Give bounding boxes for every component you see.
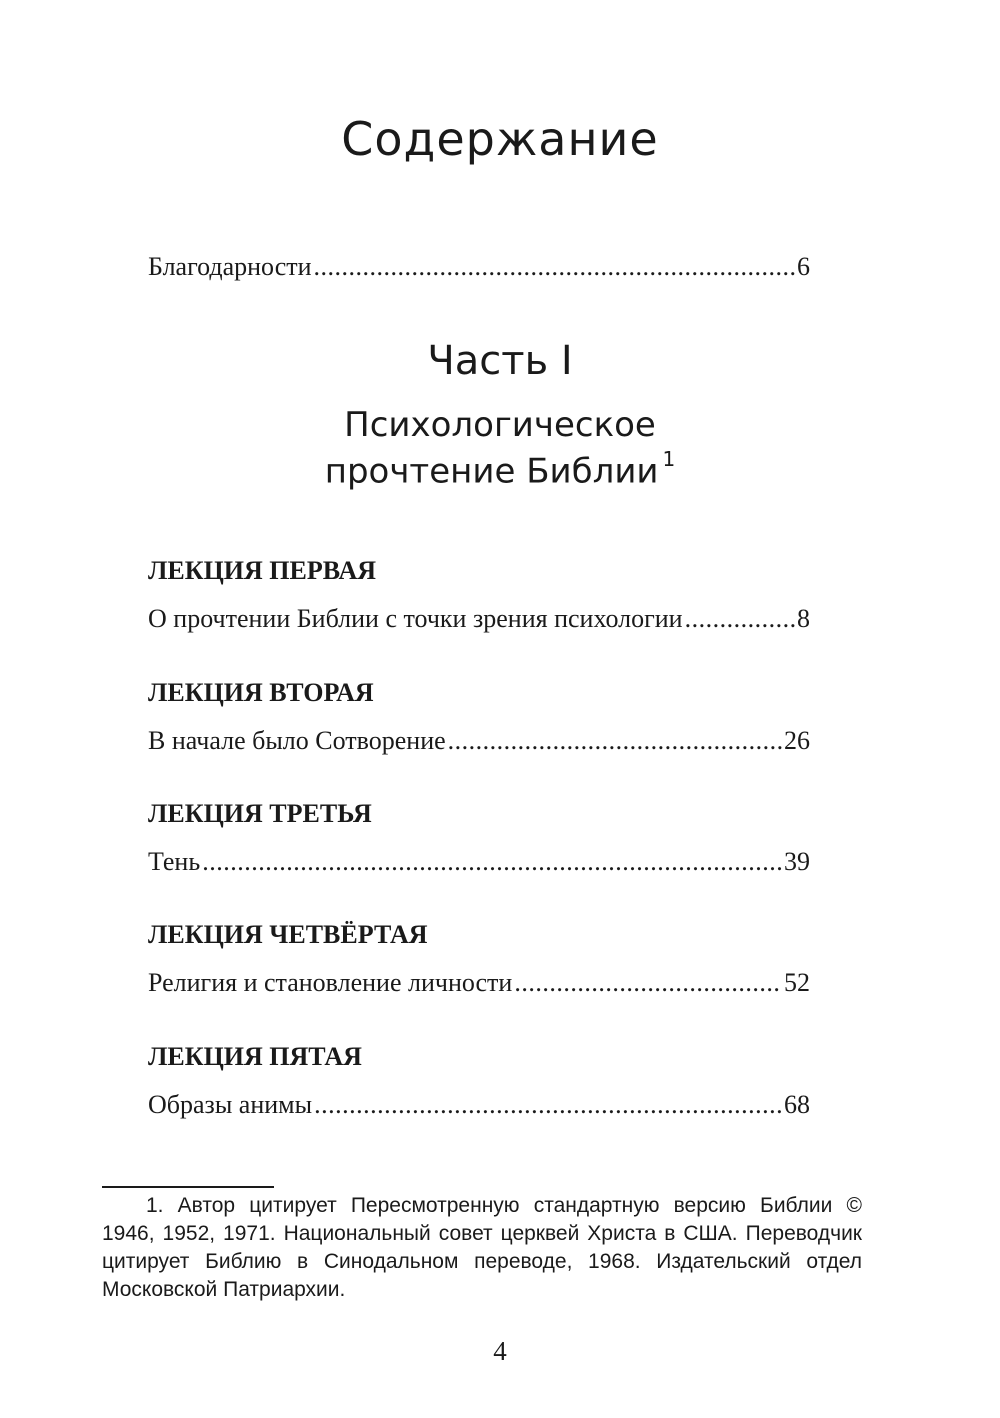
part-subtitle-line2 bbox=[0, 447, 1000, 492]
toc-entry-label: Благодарности bbox=[148, 252, 312, 281]
toc-entry-label: О прочтении Библии с точки зрения психологии bbox=[148, 604, 683, 633]
toc-entry-page: 8 bbox=[797, 604, 810, 633]
lecture-heading: ЛЕКЦИЯ ЧЕТВЁРТАЯ bbox=[148, 920, 428, 949]
toc-entry-lecture-5[interactable] bbox=[148, 1090, 810, 1120]
page-title: Содержание bbox=[341, 112, 659, 166]
dot-leader bbox=[514, 968, 782, 998]
part-title: Часть I bbox=[427, 338, 573, 384]
toc-entry-label: Религия и становление личности bbox=[148, 968, 513, 997]
toc-entry-lecture-2[interactable] bbox=[148, 726, 810, 756]
toc-entry-label: Образы анимы bbox=[148, 1090, 313, 1119]
dot-leader bbox=[314, 1090, 782, 1120]
lecture-heading: ЛЕКЦИЯ ТРЕТЬЯ bbox=[148, 799, 372, 828]
toc-entry-lecture-4[interactable] bbox=[148, 968, 810, 998]
dot-leader bbox=[202, 847, 782, 877]
footnote-text: 1. Автор цитирует Пересмотренную стандартную версию Библии © 1946, 1952, 1971. Национальный совет церквей Христа в США. Переводчик цитирует Библию в Синодальном переводе, 1968. Издательский отдел Московской Патриархии. bbox=[102, 1194, 862, 1301]
lecture-heading: ЛЕКЦИЯ ВТОРАЯ bbox=[148, 678, 374, 707]
dot-leader bbox=[448, 726, 782, 756]
toc-entry-lecture-1[interactable] bbox=[148, 604, 810, 634]
toc-entry-label: Тень bbox=[148, 847, 201, 876]
toc-entry-page: 52 bbox=[784, 968, 810, 997]
dot-leader bbox=[685, 604, 795, 634]
toc-entry-page: 6 bbox=[797, 252, 810, 281]
toc-entry-page: 68 bbox=[784, 1090, 810, 1119]
part-subtitle-line1: Психологическое bbox=[344, 405, 656, 445]
toc-entry-acknowledgements[interactable] bbox=[148, 252, 810, 282]
lecture-heading: ЛЕКЦИЯ ПЕРВАЯ bbox=[148, 556, 376, 585]
toc-entry-page: 26 bbox=[784, 726, 810, 755]
part-subtitle-text: прочтение Библии bbox=[324, 451, 659, 492]
toc-entry-label: В начале было Сотворение bbox=[148, 726, 446, 755]
footnote-separator bbox=[102, 1186, 274, 1188]
toc-entry-lecture-3[interactable] bbox=[148, 847, 810, 877]
page-number: 4 bbox=[493, 1336, 507, 1366]
toc-entry-page: 39 bbox=[784, 847, 810, 876]
dot-leader bbox=[314, 252, 795, 282]
footnote-mark[interactable]: 1 bbox=[662, 447, 676, 471]
lecture-heading: ЛЕКЦИЯ ПЯТАЯ bbox=[148, 1042, 362, 1071]
